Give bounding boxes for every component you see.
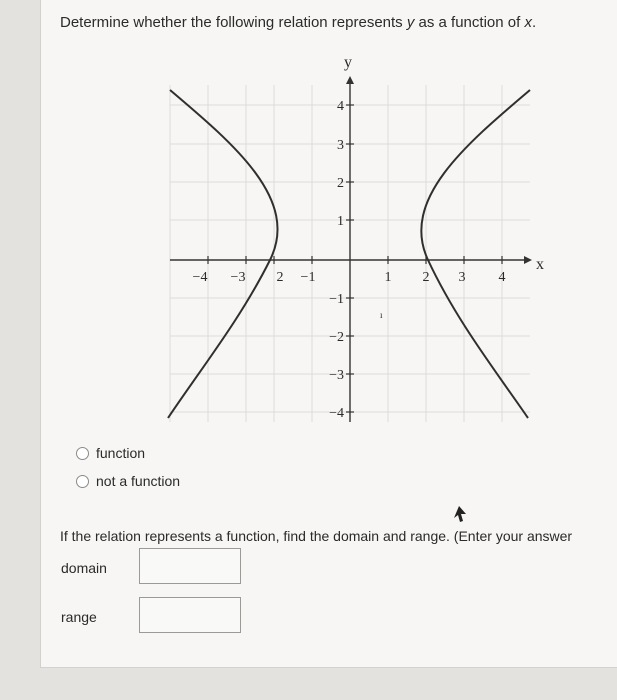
y-axis-arrow-icon — [346, 76, 354, 84]
x-tick-label: −3 — [230, 270, 246, 285]
x-tick-label: 3 — [458, 270, 466, 285]
domain-range-prompt: If the relation represents a function, find the domain and range. (Enter your answer — [60, 528, 573, 544]
function-option[interactable] — [76, 445, 145, 461]
y-tick-label: −3 — [329, 368, 344, 383]
x-axis-arrow-icon — [524, 256, 532, 264]
radio-circle-icon[interactable] — [76, 447, 89, 460]
x-tick-label: 1 — [384, 270, 392, 285]
mouse-cursor-icon — [452, 506, 466, 522]
x-tick-label: −1 — [300, 270, 316, 285]
y-tick-label: −4 — [329, 406, 344, 421]
x-tick-label: −4 — [192, 270, 208, 285]
range-label: range — [61, 609, 97, 625]
x-axis-label: x — [536, 256, 544, 273]
y-tick-label: 2 — [337, 176, 344, 191]
radio-circle-icon[interactable] — [76, 475, 89, 488]
right-curve-branch — [421, 90, 530, 418]
x-tick-label: 2 — [422, 270, 430, 285]
not-a-function-option-label: not a function — [96, 473, 181, 489]
stray-mark: ı — [380, 310, 383, 320]
domain-label: domain — [61, 560, 107, 576]
y-tick-label: 1 — [337, 214, 344, 229]
left-curve-branch — [168, 90, 278, 418]
range-input[interactable] — [139, 597, 241, 633]
question-text: Determine whether the following relation represents y as a function of x. — [60, 14, 537, 31]
y-tick-label: 3 — [337, 138, 344, 153]
not-a-function-option[interactable] — [76, 473, 180, 489]
function-option-label: function — [96, 445, 146, 461]
x-tick-label: 4 — [498, 270, 506, 285]
y-axis-label: y — [344, 54, 352, 71]
domain-input[interactable] — [139, 548, 241, 584]
y-tick-label: 4 — [337, 99, 344, 114]
x-tick-label: 2 — [276, 270, 284, 285]
y-tick-label: −2 — [329, 330, 344, 345]
y-tick-label: −1 — [329, 292, 344, 307]
relation-graph — [160, 50, 560, 440]
